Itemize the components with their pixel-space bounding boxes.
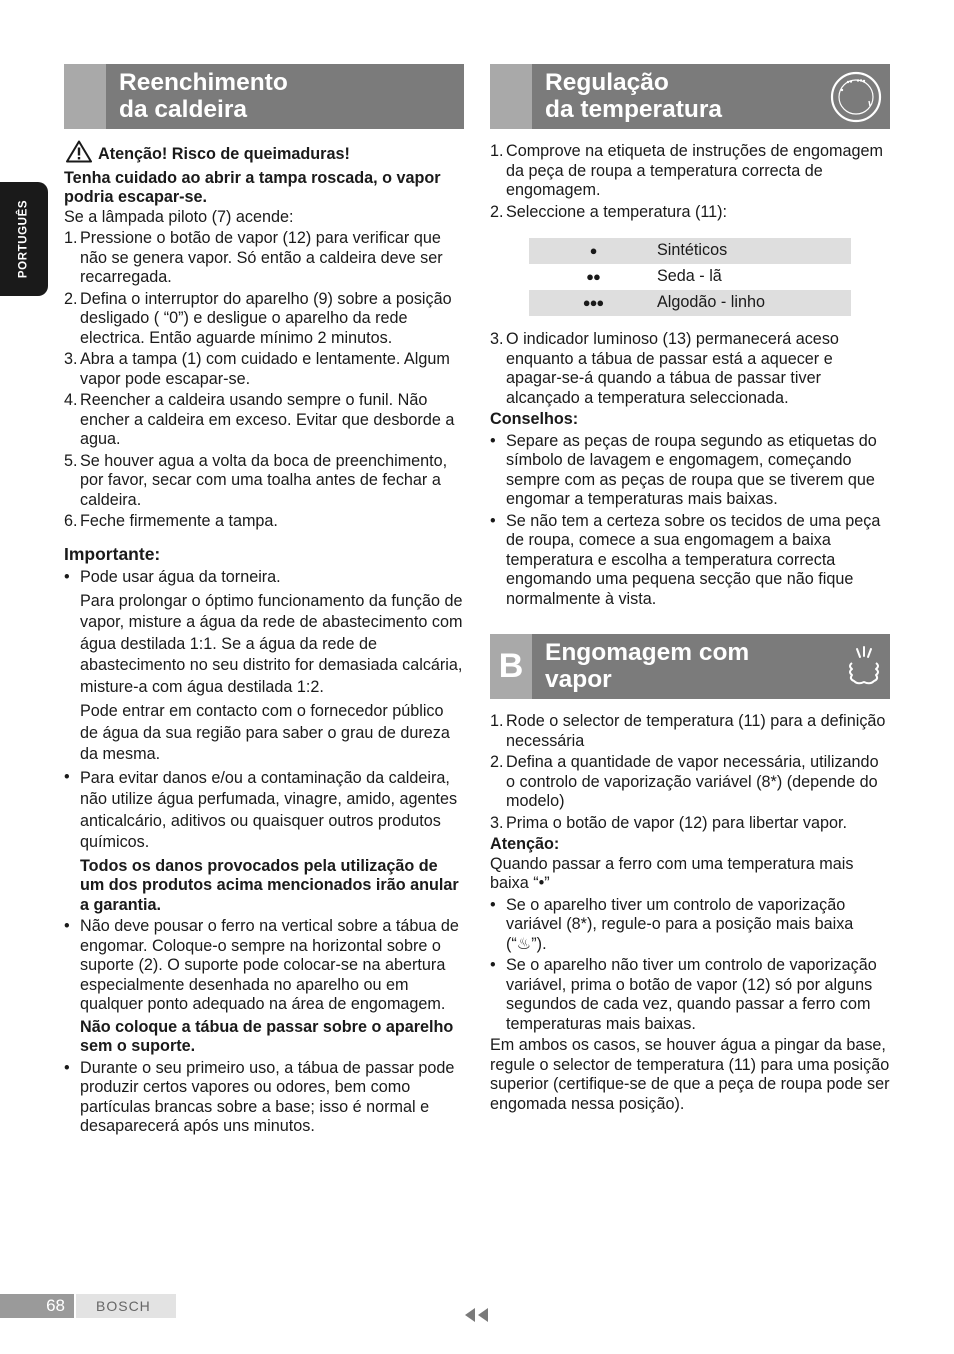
section-title-temperature: Regulação da temperatura: [545, 69, 723, 123]
right-column: [490, 64, 890, 1114]
list-item: • Durante o seu primeiro uso, a tábua de passar pode produzir certos vapores ou odores, bem como partículas brancas sobre a base; isso é normal e desaparecerá após uns minutos.: [64, 1059, 464, 1137]
tips-heading: Conselhos:: [490, 410, 579, 428]
section-header-steam: [490, 634, 890, 699]
warning-title: Atenção! Risco de queimaduras!: [64, 140, 464, 169]
attention-list: [490, 896, 890, 1035]
temperature-dots: ●●●: [529, 290, 657, 316]
list-item: • Não deve pousar o ferro na vertical sobre a tábua de engomar. Coloque-o sempre na horizontal sobre o suporte (2). O suporte pode colocar-se na abertura especialmente desenhada no aparelho ou em qualquer ponto adequado na área de engomagem. Não coloque a tábua de passar sobre o aparelho sem o suporte.: [64, 917, 464, 1057]
temperature-steps: [490, 142, 890, 222]
brand-label: BOSCH: [76, 1294, 176, 1318]
fabric-label: Seda - lã: [657, 267, 722, 286]
list-item: • Se o aparelho tiver um controlo de vaporização variável (8*), regule-o para a posição mais baixa (“♨”).: [490, 896, 890, 955]
section-title-steam: Engomagem com vapor: [545, 639, 750, 693]
list-item: 4. Reencher a caldeira usando sempre o funil. Não encher a caldeira em exceso. Evitar que desborde a agua.: [64, 391, 455, 448]
closing-paragraph: Em ambos os casos, se houver água a pingar da base, regule o selector de temperatura (11) para uma posição superior (certifique-se de que a peça de roupa pode ser engomada nessa posição).: [490, 1036, 890, 1113]
section-title-refill: Reenchimento da caldeira: [119, 69, 288, 123]
refill-steps: [64, 229, 464, 532]
important-heading: Importante:: [64, 543, 161, 564]
temperature-step-3: [490, 330, 890, 408]
attention-heading: Atenção:: [490, 835, 560, 853]
temperature-dots: ●: [529, 238, 657, 264]
page-number: 68: [0, 1294, 74, 1318]
steam-steps: [490, 712, 890, 833]
list-item: 6. Feche firmemente a tampa.: [64, 512, 278, 530]
list-item: 3. Prima o botão de vapor (12) para libertar vapor.: [490, 813, 848, 832]
table-row: [529, 290, 851, 316]
header-stub: [64, 64, 106, 129]
list-item: 2. Defina o interruptor do aparelho (9) sobre a posição desligado ( “0”) e desligue o aparelho da rede electrica. Então aguarde mínimo 2 minutos.: [64, 289, 452, 347]
previous-page-icon[interactable]: [462, 1307, 490, 1329]
list-item: 1. Comprove na etiqueta de instruções de engomagem da peça de roupa a temperatura correcta de engomagem.: [490, 142, 884, 199]
warning-text: Tenha cuidado ao abrir a tampa roscada, o vapor podria escapar-se.: [64, 168, 441, 206]
table-row: [529, 238, 851, 264]
section-letter: B: [498, 647, 524, 685]
table-row: [529, 264, 851, 290]
important-list: [64, 568, 464, 1137]
steam-icon: [844, 645, 884, 695]
header-stub: [490, 634, 532, 699]
list-item: 2. Seleccione a temperatura (11):: [490, 202, 728, 221]
left-column: [64, 64, 464, 1137]
header-stub: [490, 64, 532, 129]
attention-intro: Quando passar a ferro com uma temperatura mais baixa “•”: [490, 854, 854, 892]
list-item: • Se não tem a certeza sobre os tecidos de uma peça de roupa, comece a sua engomagem a baixa temperatura e escolha a temperatura correcta engomando uma pequena secção que não fique normalmente à vista.: [490, 512, 890, 610]
temperature-dots: ●●: [586, 269, 600, 285]
list-item: • Pode usar água da torneira. Para prolongar o óptimo funcionamento da função de vapor, misture a água da rede de abastecimento com água destilada 1:1. Se a água da rede de abastecimento no seu distrito for demasiada calcária, misture-a com água destilada 1:2. Pode entrar em contacto com o fornecedor público de água da sua região para saber o grau de dureza da mesma.: [64, 568, 464, 766]
language-tab: [0, 182, 48, 296]
language-tab-label: PORTUGUÊS: [17, 199, 30, 279]
page-footer: [0, 1294, 176, 1318]
temperature-dial-icon: [829, 70, 883, 130]
list-item: 5. Se houver agua a volta da boca de preenchimento, por favor, secar com uma toalha antes de fechar a caldeira.: [64, 451, 448, 509]
refill-intro: Se a lâmpada piloto (7) acende:: [64, 207, 294, 226]
list-item: 1. Pressione o botão de vapor (12) para verificar que não se genera vapor. Só então a caldeira deve ser recarregada.: [64, 229, 443, 286]
list-item: • Se o aparelho não tiver um controlo de vaporização variável, prima o botão de vapor (12) só por alguns segundos de cada vez, quando passar a ferro com temperaturas mais baixas.: [490, 956, 890, 1034]
section-header-refill: [64, 64, 464, 129]
list-item: 3. O indicador luminoso (13) permanecerá aceso enquanto a tábua de passar está a aquecer e apagar-se-á quando a tábua de passar tiver alcançado a temperatura seleccionada.: [490, 330, 839, 407]
warning-triangle-icon: [66, 140, 92, 169]
tips-list: [490, 432, 890, 610]
section-header-temperature: [490, 64, 890, 129]
list-item: 3. Abra a tampa (1) com cuidado e lentamente. Algum vapor pode escapar-se.: [64, 350, 450, 388]
list-item: 1. Rode o selector de temperatura (11) para a definição necessária: [490, 712, 886, 750]
list-item: 2. Defina a quantidade de vapor necessária, utilizando o controlo de vaporização variável (8*) (depende do modelo): [490, 753, 879, 810]
list-item: • Para evitar danos e/ou a contaminação da caldeira, não utilize água perfumada, vinagre, amido, agentes anticalcário, aditivos ou quaisquer outros produtos químicos. Todos os danos provocados pela utilização de um dos produtos acima mencionados irão anular a garantia.: [64, 768, 464, 916]
fabric-label: Sintéticos: [657, 238, 851, 264]
temperature-table: [529, 238, 851, 316]
fabric-label: Algodão - linho: [657, 290, 851, 316]
list-item: • Separe as peças de roupa segundo as etiquetas do símbolo de lavagem e engomagem, começando sempre com as peças de roupa que se tiverem que engomar a temperaturas mais baixas.: [490, 432, 890, 510]
